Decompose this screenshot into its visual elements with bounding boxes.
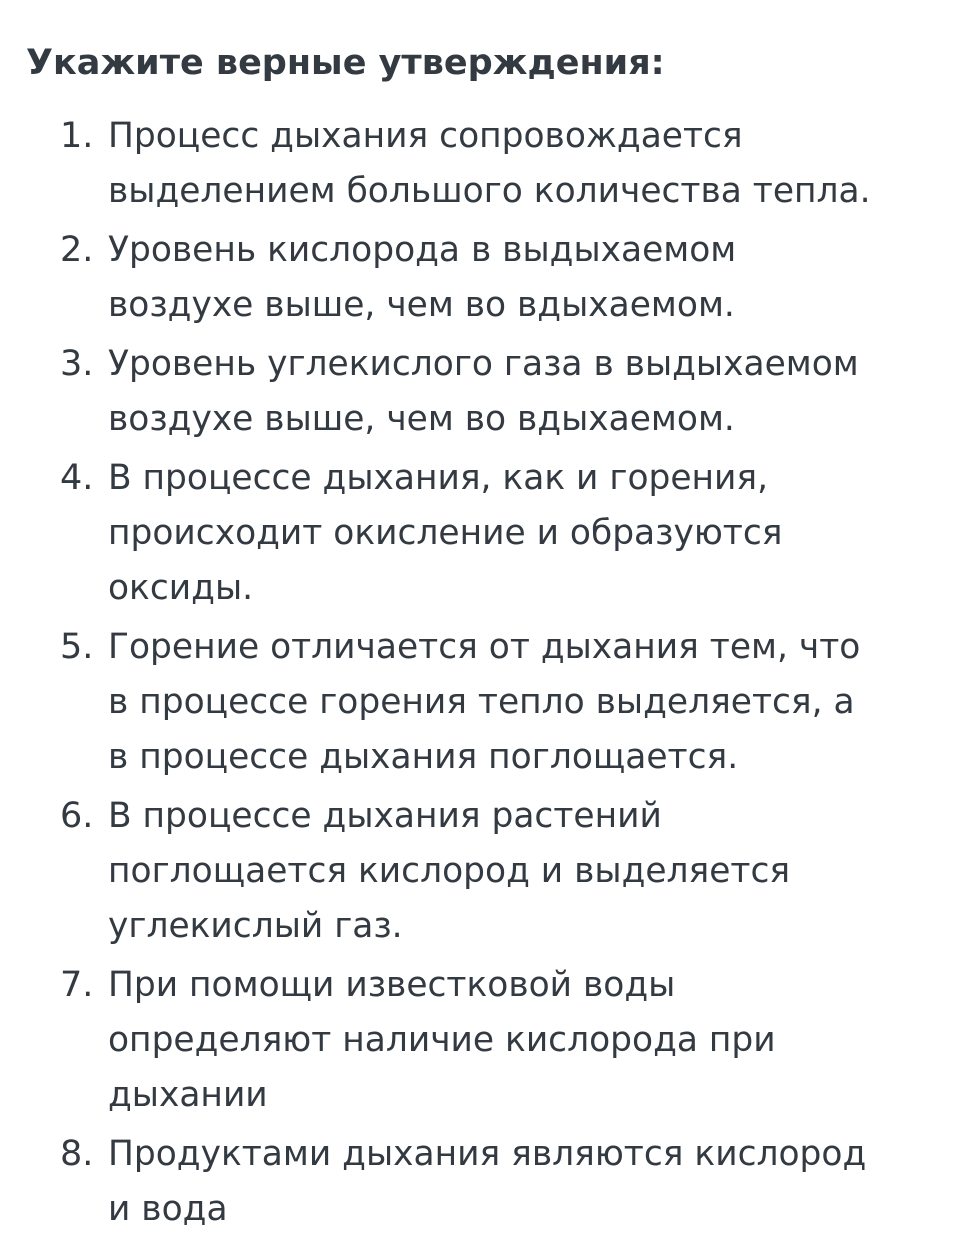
statement-item <box>0 223 953 333</box>
statement-text-line: При помощи известковой воды <box>108 965 676 1005</box>
statement-text-line: углекислый газ. <box>108 906 403 946</box>
statement-number: 3. <box>60 344 94 384</box>
statement-text-line: поглощается кислород и выделяется <box>108 851 791 891</box>
statement-number: 1. <box>60 116 94 156</box>
statement-item <box>0 1127 953 1237</box>
statement-text-line: дыхании <box>108 1075 268 1115</box>
statement-text-line: воздухе выше, чем во вдыхаемом. <box>108 399 735 439</box>
statement-item <box>0 109 953 219</box>
statement-number: 7. <box>60 965 94 1005</box>
statement-text-line: воздухе выше, чем во вдыхаемом. <box>108 285 735 325</box>
statement-text-line: Продуктами дыхания являются кислород <box>108 1134 867 1174</box>
statement-item <box>0 789 953 954</box>
statement-item <box>0 958 953 1123</box>
statement-text-line: выделением большого количества тепла. <box>108 171 871 211</box>
statement-text-line: и вода <box>108 1189 228 1229</box>
question-title: Укажите верные утверждения: <box>26 43 665 83</box>
statement-text-line: Уровень кислорода в выдыхаемом <box>108 230 737 270</box>
statement-number: 6. <box>60 796 94 836</box>
statement-text-line: В процессе дыхания растений <box>108 796 662 836</box>
statement-list <box>0 109 953 1241</box>
statement-item <box>0 451 953 616</box>
statement-text-line: Горение отличается от дыхания тем, что <box>108 627 861 667</box>
statement-text-line: Процесс дыхания сопровождается <box>108 116 743 156</box>
statement-text-line: Уровень углекислого газа в выдыхаемом <box>108 344 859 384</box>
statement-item <box>0 620 953 785</box>
statement-number: 5. <box>60 627 94 667</box>
statement-item <box>0 337 953 447</box>
statement-text-line: В процессе дыхания, как и горения, <box>108 458 769 498</box>
statement-text-line: происходит окисление и образуются <box>108 513 783 553</box>
statement-text-line: определяют наличие кислорода при <box>108 1020 776 1060</box>
statement-number: 4. <box>60 458 94 498</box>
statement-text-line: оксиды. <box>108 568 254 608</box>
statement-number: 8. <box>60 1134 94 1174</box>
statement-number: 2. <box>60 230 94 270</box>
statement-text-line: в процессе горения тепло выделяется, а <box>108 682 855 722</box>
statement-text-line: в процессе дыхания поглощается. <box>108 737 739 777</box>
